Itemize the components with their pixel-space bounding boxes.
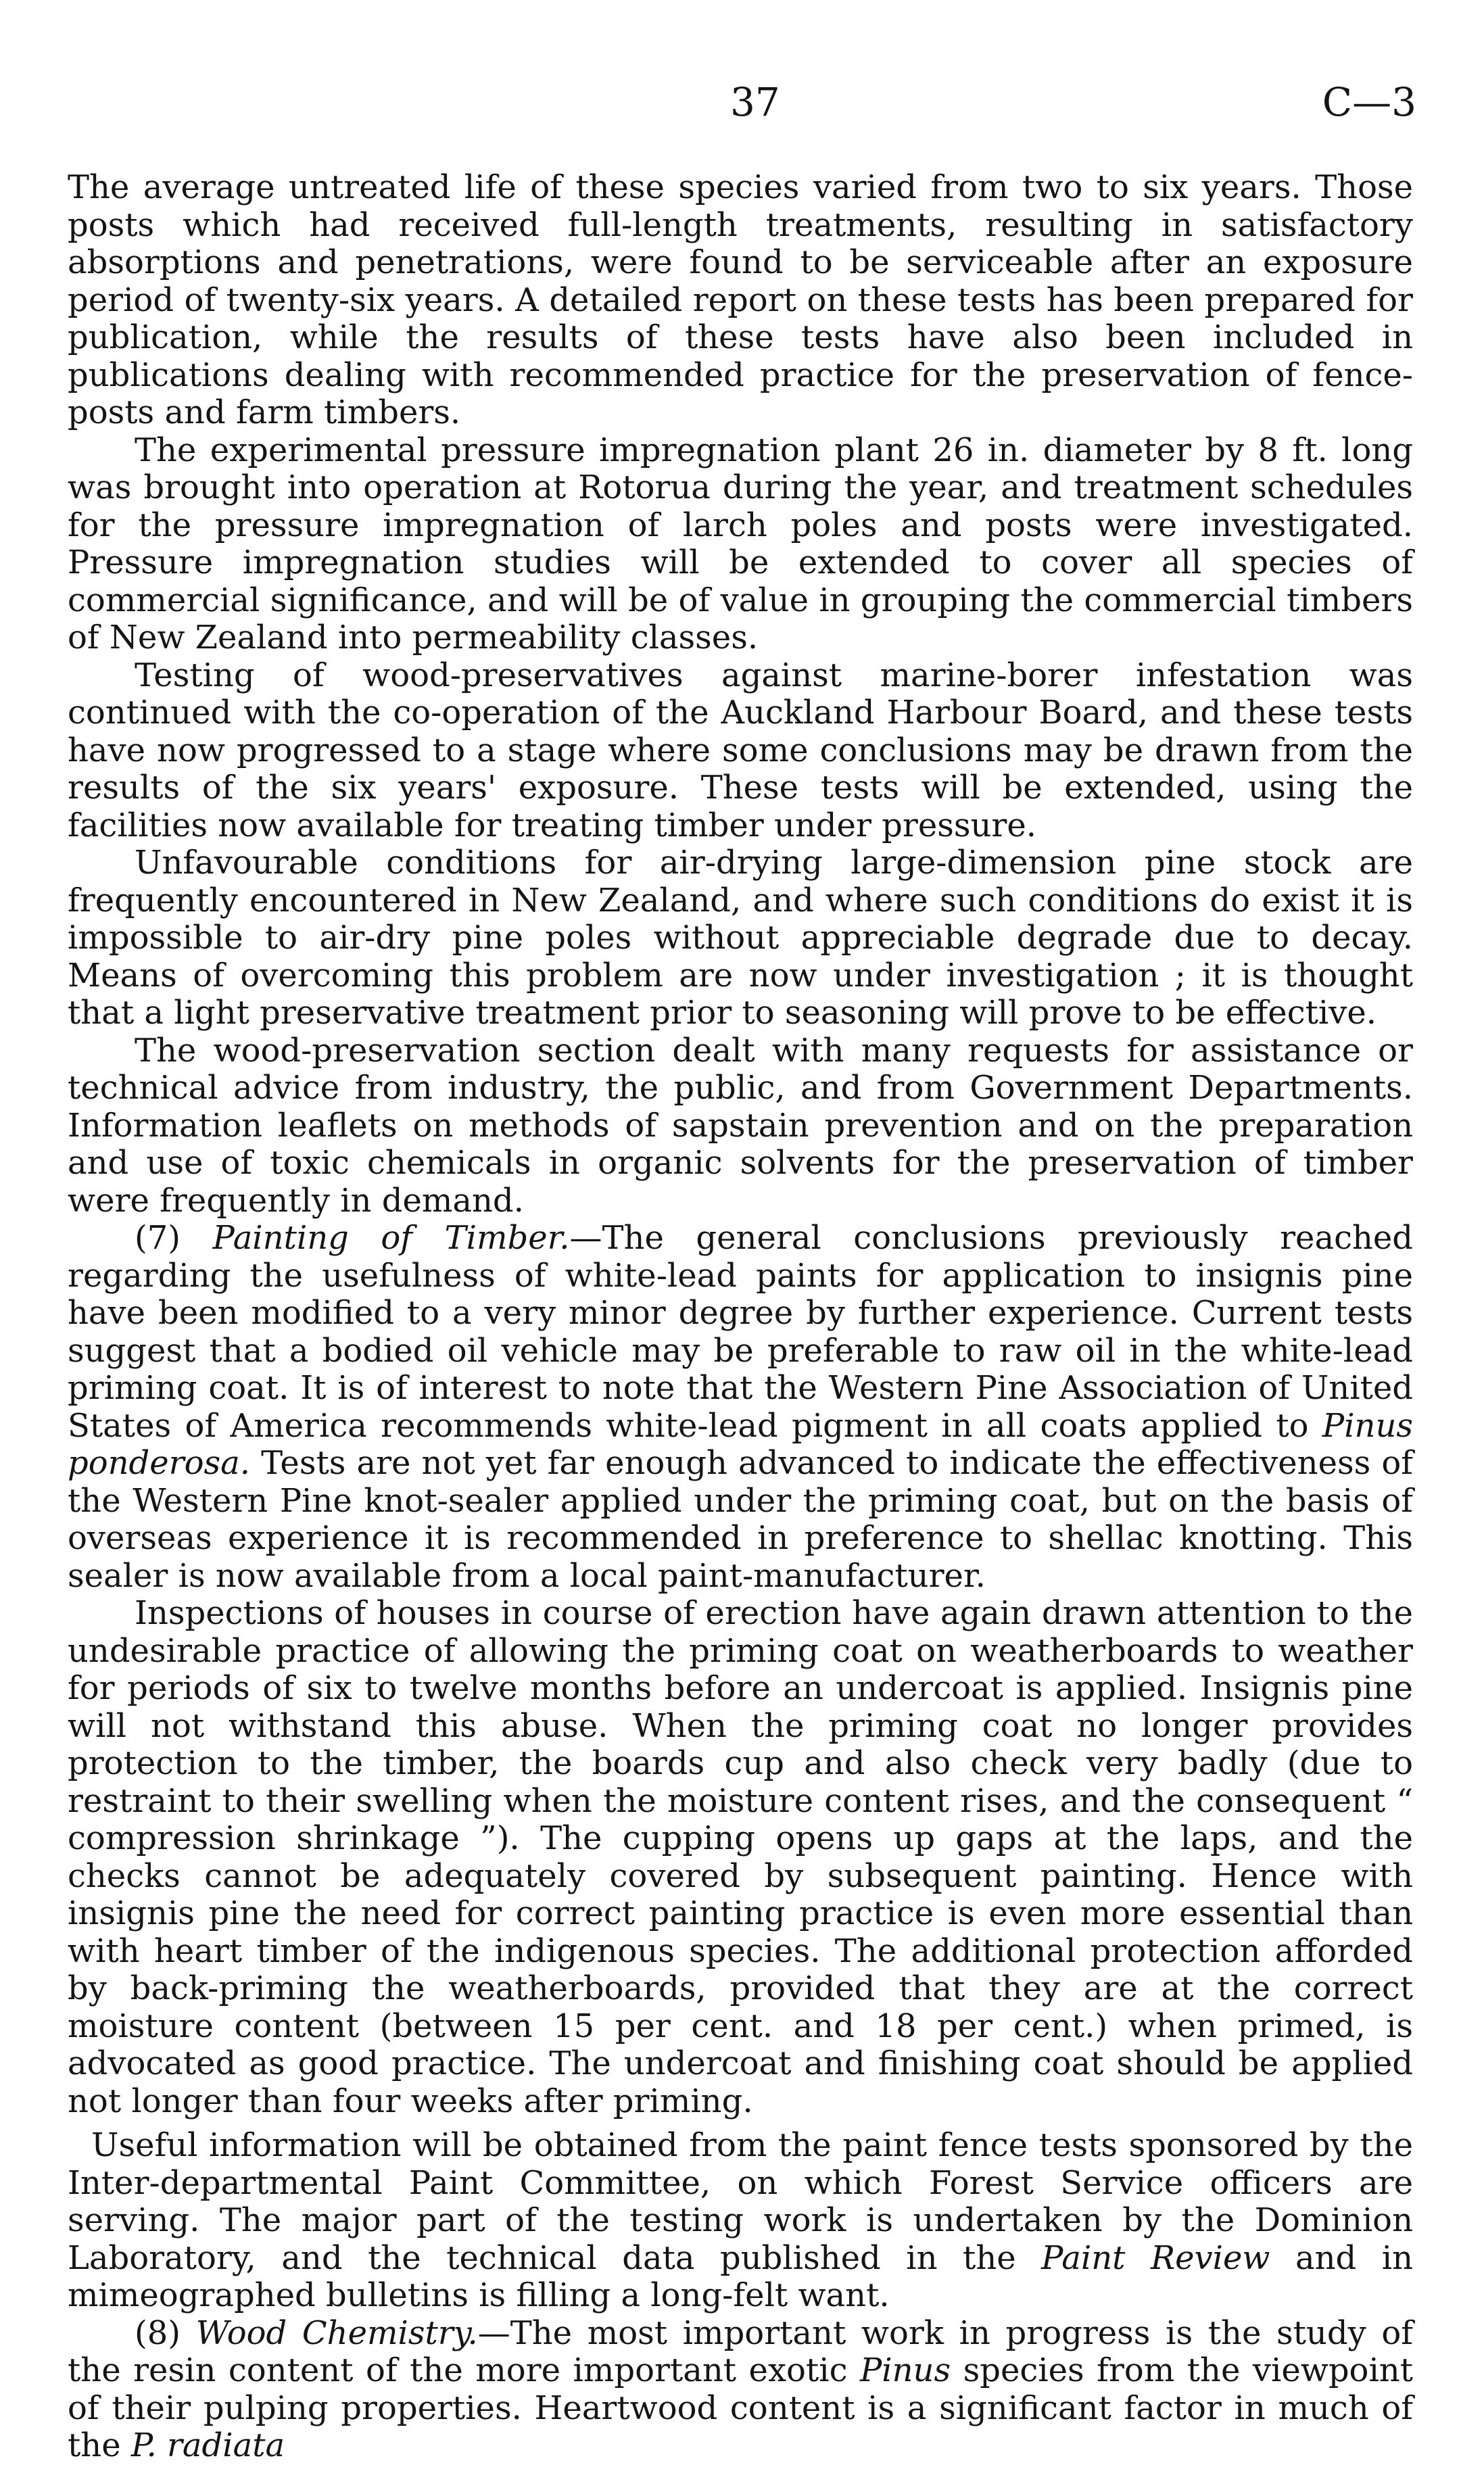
- species-name: Pinus ponderosa.: [68, 1406, 1413, 1482]
- body-text: [68, 169, 1413, 2465]
- section-heading-painting: Painting of Timber.: [212, 1219, 570, 1257]
- paragraph-wood-chemistry: (8) Wood Chemistry.—The most important work in progress is the study of the resin content of the more important exotic Pinus species from the viewpoint of their pulping properties. Heartwood content is a significant factor in much of the P. radiata: [68, 2314, 1414, 2464]
- species-name-radiata: P. radiata: [130, 2426, 285, 2464]
- document-code: C—3: [1322, 79, 1416, 125]
- paragraph-wood-preservation-section: The wood-preservation section dealt with many requests for assistance or technical advice from industry, the public, and from Government Departments. Information leaflets on methods of sapstain prevention and on the preparation and use of toxic chemicals in organic solvents for the preservation of timber were frequently in demand.: [68, 1031, 1413, 1220]
- paragraph-painting-of-timber: (7) Painting of Timber.—The general conclusions previously reached regarding the usefulness of white-lead paints for application to insignis pine have been modified to a very minor degree by further experience. Current tests suggest that a bodied oil vehicle may be preferable to raw oil in the white-lead priming coat. It is of interest to note that the Western Pine Association of United States of America recommends white-lead pigment in all coats applied to Pinus ponderosa. Tests are not yet far enough advanced to indicate the effectiveness of the Western Pine knot-sealer applied under the priming coat, but on the basis of overseas experience it is recommended in preference to shellac knotting. This sealer is now available from a local paint-manufacturer.: [68, 1219, 1414, 1595]
- paragraph-marine-borer: Testing of wood-preservatives against marine-borer infestation was continued with the co-operation of the Auckland Harbour Board, and these tests have now progressed to a stage where some conclusions may be drawn from the results of the six years' exposure. These tests will be extended, using the facilities now available for treating timber under pressure.: [68, 656, 1413, 844]
- paragraph-paint-fence-tests: Useful information will be obtained from the paint fence tests sponsored by the Inter-departmental Paint Committee, on which Forest Service officers are serving. The major part of the testing work is undertaken by the Dominion Laboratory, and the technical data published in the Paint Review and in mimeographed bulletins is filling a long-felt want.: [68, 2126, 1414, 2314]
- genus-name: Pinus: [859, 2351, 951, 2389]
- paragraph-house-inspections: Inspections of houses in course of erection have again drawn attention to the undesirable practice of allowing the priming coat on weatherboards to weather for periods of six to twelve months before an undercoat is applied. Insignis pine will not withstand this abuse. When the priming coat no longer provides protection to the timber, the boards cup and also check very badly (due to restraint to their swelling when the moisture content rises, and the consequent “ compression shrinkage ”). The cupping opens up gaps at the laps, and the checks cannot be adequately covered by subsequent painting. Hence with insignis pine the need for correct painting practice is even more essential than with heart timber of the indigenous species. The additional protection afforded by back-priming the weatherboards, provided that they are at the correct moisture content (between 15 per cent. and 18 per cent.) when primed, is advocated as good practice. The undercoat and finishing coat should be applied not longer than four weeks after priming.: [68, 1594, 1413, 2120]
- section-number-8: (8): [135, 2314, 181, 2352]
- page-number: 37: [730, 79, 780, 125]
- paragraph-untreated-life: The average untreated life of these species varied from two to six years. Those posts which had received full-length treatments, resulting in satisfactory absorptions and penetrations, were found to be serviceable after an exposure period of twenty-six years. A detailed report on these tests has been prepared for publication, while the results of these tests have also been included in publications dealing with recommended practice for the preservation of fence-posts and farm timbers.: [68, 168, 1413, 431]
- publication-title: Paint Review: [1041, 2239, 1270, 2277]
- section-heading-wood-chemistry: Wood Chemistry.: [195, 2314, 478, 2352]
- paragraph-pressure-plant: The experimental pressure impregnation plant 26 in. diameter by 8 ft. long was brought into operation at Rotorua during the year, and treatment schedules for the pressure impregnation of larch poles and posts were investigated. Pressure impregnation studies will be extended to cover all species of commercial significance, and will be of value in grouping the commercial timbers of New Zealand into permeability classes.: [68, 431, 1413, 656]
- section-number-7: (7): [135, 1219, 181, 1257]
- paragraph-air-drying: Unfavourable conditions for air-drying large-dimension pine stock are frequently encountered in New Zealand, and where such conditions do exist it is impossible to air-dry pine poles without appreciable degrade due to decay. Means of overcoming this problem are now under investigation ; it is thought that a light preservative treatment prior to seasoning will prove to be effective.: [68, 844, 1413, 1032]
